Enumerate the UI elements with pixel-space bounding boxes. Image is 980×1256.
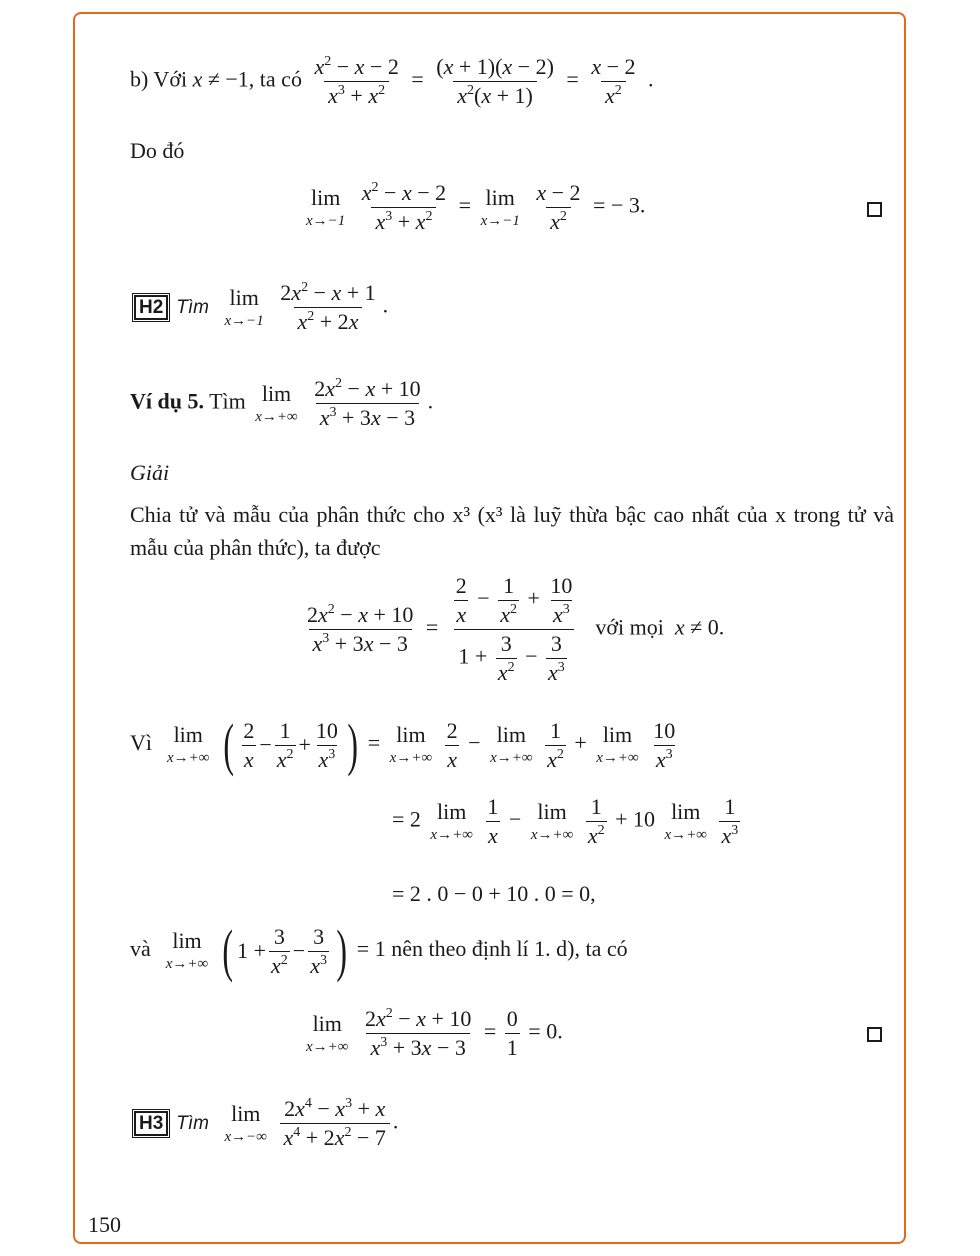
part-b-line: b) Với x ≠ −1, ta có $\frac{x^2 - x - 2}{x^3 + x^2}$ = $\frac{(x + 1)(x - 2)}{x^2(x + 1)}$ = $\frac{x - 2}{x^2}$ . xyxy=(130,54,654,108)
h3-exercise: H3 Tìm lim x→−∞ $\frac{2x^4 - x^3 + x}{x^4 + 2x^2 - 7}$ . xyxy=(134,1098,398,1149)
divided-fraction: $\frac{2x^2 - x + 10}{x^3 + 3x - 3}$ = $\frac{2}{x}$ − $\frac{1}{x^2}$ + $\frac{10}{x^3}$ 1 + $\frac{3}{x^2}$ − $\frac{3}{x^3}$ với mọi x ≠ 0. xyxy=(307,573,725,685)
vi-line-3: = 2 . 0 − 0 + 10 . 0 = 0, xyxy=(392,881,596,906)
limit-result-b: lim x→−1 $\frac{x^2 - x - 2}{x^3 + x^2}$ = lim x→−1 $\frac{x - 2}{x^2}$ = − 3. xyxy=(306,180,646,234)
vi-line-2: = 2 lim x→+∞ $\frac{1}{x}$ − lim x→+∞ $\frac{1}{x^2}$ + 10 lim x→+∞ $\frac{1}{x^3}$ xyxy=(392,794,739,848)
do-do-text: Do đó xyxy=(130,138,185,163)
h3-tag: H3 xyxy=(134,1111,168,1136)
h2-tag: H2 xyxy=(134,295,168,320)
va-line: và lim x→+∞ ( 1 + 3 $x^2$ − 3 $x^3$ ) = 1 nên theo định lí 1. d), ta có xyxy=(130,918,628,983)
limit-result-5: lim x→+∞ $\frac{2x^2 - x + 10}{x^3 + 3x - 3}$ = $\frac{0}{1}$ = 0. xyxy=(306,1006,563,1060)
page-number: 150 xyxy=(88,1212,121,1237)
square-qed-icon xyxy=(867,202,882,217)
vi-line: Vì lim x→+∞ ( 2 x − 1 $x^2$ + 10 $x^3$ ) = lim x→+∞ $\frac{2}{x}$ − lim x→+∞ $\frac{1}{x^2}$ + lim x→+∞ $\frac{10}{x^3}$ xyxy=(130,712,676,777)
h2-exercise: H2 Tìm lim x→−1 $\frac{2x^2 - x + 1}{x^2 + 2x}$ . xyxy=(134,282,388,333)
example5-heading: Ví dụ 5. Tìm lim x→+∞ $\frac{2x^2 - x + 10}{x^3 + 3x - 3}$ . xyxy=(130,376,434,430)
paragraph-divide: Chia tử và mẫu của phân thức cho x³ (x³ là luỹ thừa bậc cao nhất của x trong tử và mẫu của phân thức), ta được xyxy=(130,502,894,560)
square-qed-icon xyxy=(867,1027,882,1042)
giai-label: Giải xyxy=(130,460,170,485)
